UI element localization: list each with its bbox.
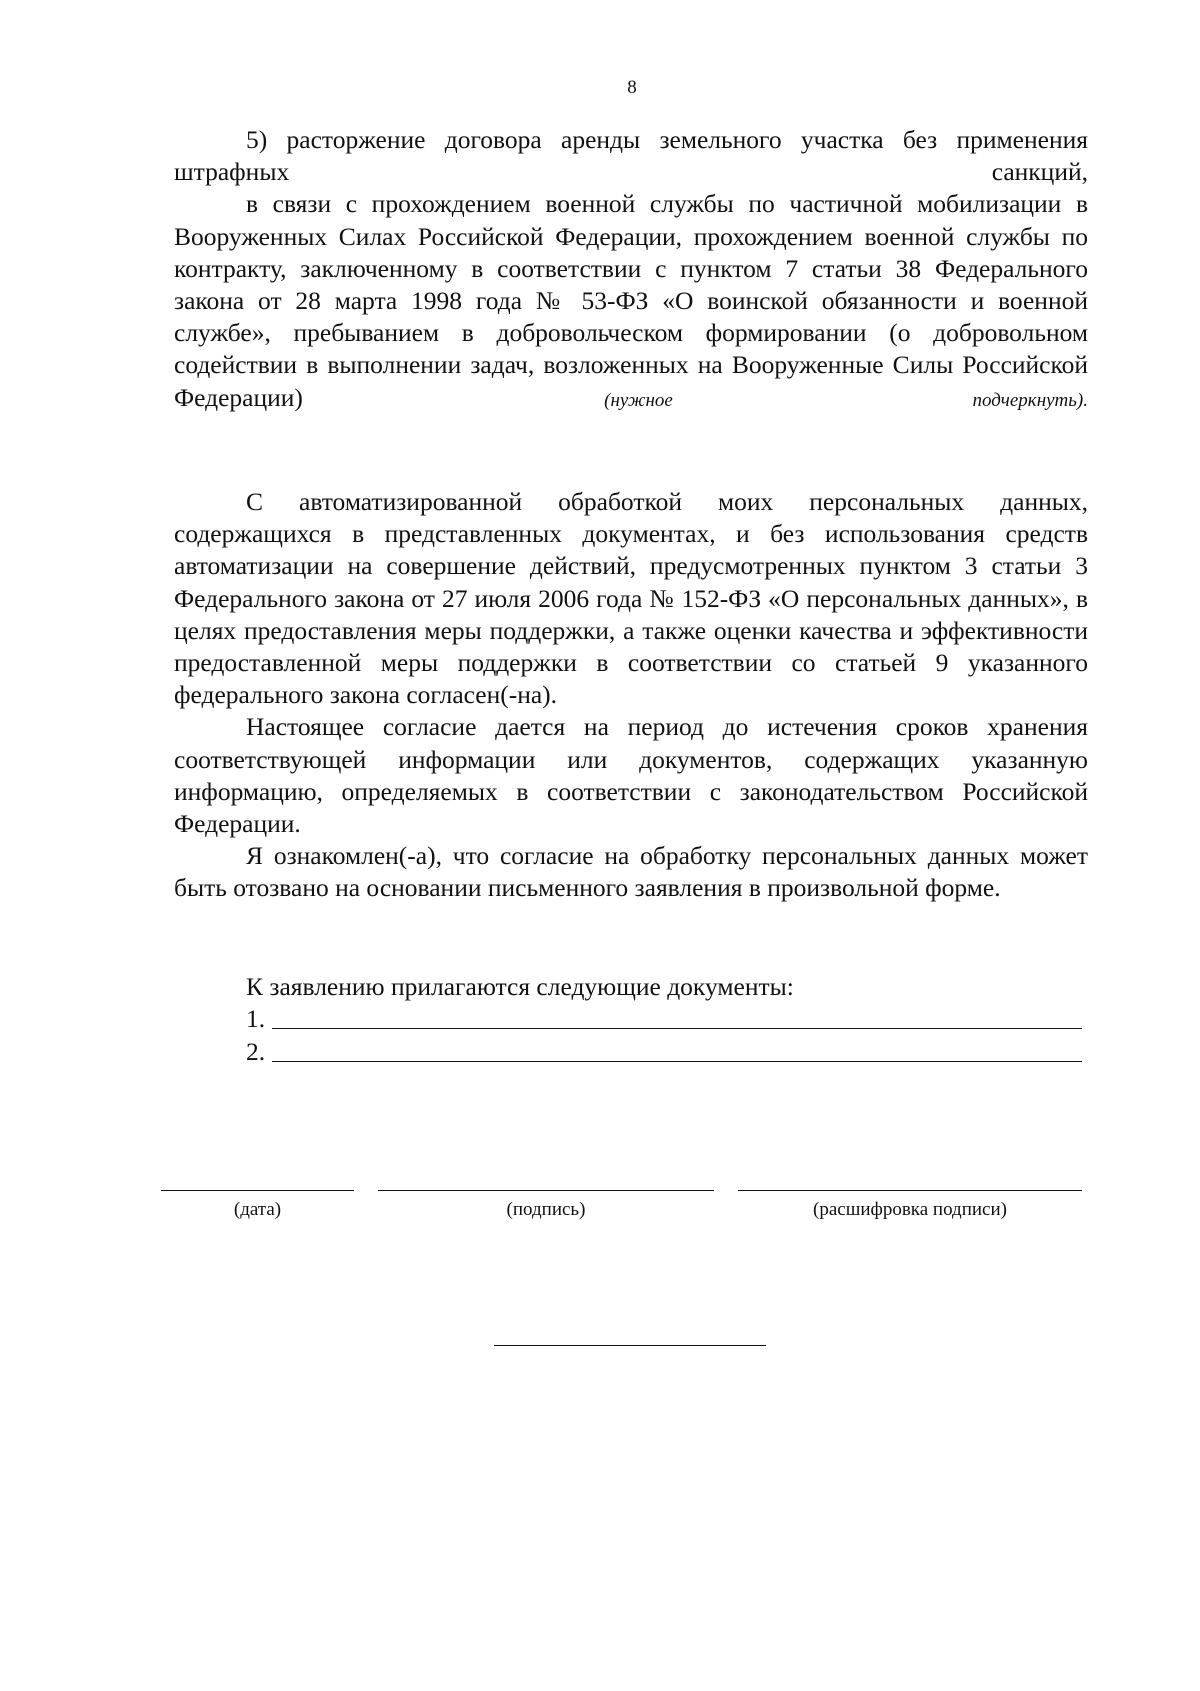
attachment-line-2[interactable] [246,1036,1082,1068]
attachment-line-1[interactable] [246,1003,1082,1035]
attachment-number: 2. [246,1037,266,1066]
reason-paragraph [174,188,1088,416]
attachment-number: 1. [246,1004,266,1033]
signature-decode-line[interactable] [738,1190,1082,1191]
date-line[interactable] [161,1190,354,1191]
date-label: (дата) [233,1199,282,1220]
section-one [174,124,1088,417]
consent-paragraph-3: Я ознакомлен(-а), что согласие на обработку персональных данных может быть отозвано на основании письменного заявления в произвольной форме. [174,841,1088,903]
end-divider [494,1345,766,1346]
signature-decode-label: (расшифровка подписи) [813,1199,1007,1220]
attachment-blank-line [272,1061,1082,1062]
reason-note: (нужное подчеркнуть). [604,389,1088,411]
attachments-title: К заявлению прилагаются следующие документы: [246,972,794,1001]
consent-paragraph-1: С автоматизированной обработкой моих персональных данных, содержащихся в представленных документах, и без использования средств автоматизации на совершение действий, предусмотренных пунктом 3 статьи 3 Федерального закона от 27 июля 2006 года № 152-ФЗ «О персональных данных», в целях предоставления меры поддержки, а также оценки качества и эффективности предоставленной меры поддержки в соответствии со статьей 9 указанного федерального закона согласен(-на). [174,487,1088,710]
reason-text: в связи с прохождением военной службы по частичной мобилизации в Вооруженных Силах Российской Федерации, прохождением военной службы по контракту, заключенному в соответствии с пунктом 7 статьи 38 Федерального закона от 28 марта 1998 года № 53-ФЗ «О воинской обязанности и военной службе», пребыванием в добровольческом формировании (о добровольном содействии в выполнении задач, возложенных на Вооруженные Силы Российской Федерации) [174,189,1088,412]
consent-section [174,486,1088,905]
signature-line[interactable] [378,1190,714,1191]
signature-label: (подпись) [506,1199,586,1220]
item-5-paragraph: 5) расторжение договора аренды земельного участка без применения штрафных санкций, [174,125,1088,187]
page-number: 8 [627,77,637,98]
attachment-blank-line [272,1028,1082,1029]
consent-paragraph-2: Настоящее согласие дается на период до истечения сроков хранения соответствующей информации или документов, содержащих указанную информацию, определяемых в соответствии с законодательством Российской Федерации. [174,712,1088,839]
